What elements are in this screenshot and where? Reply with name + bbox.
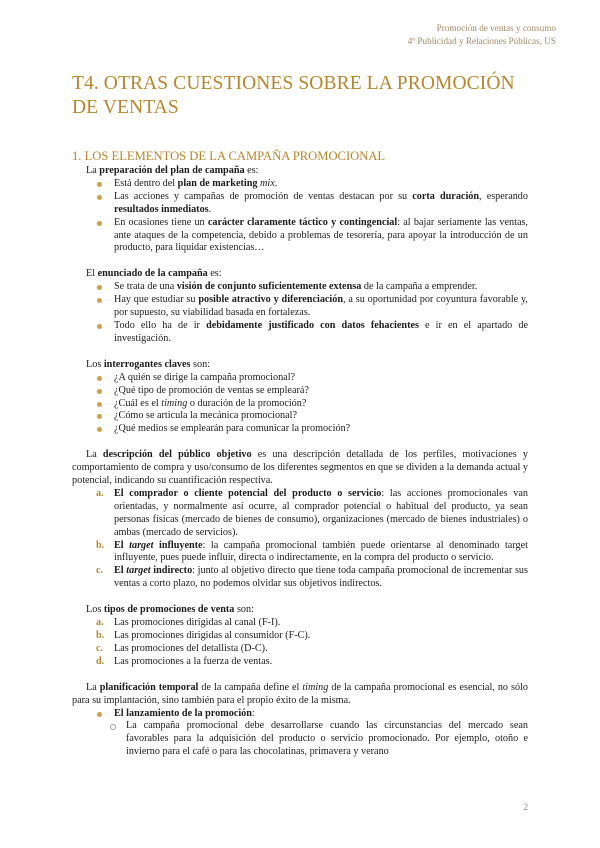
interrogantes-list — [72, 372, 528, 437]
list-item: c. Las promociones del detallista (D-C). — [96, 642, 268, 654]
bullet-icon — [97, 427, 102, 432]
list-item: b. Las promociones dirigidas al consumidor (F-C). — [96, 630, 311, 641]
bullet-icon — [97, 285, 102, 290]
planificacion-intro: La planificación temporal de la campaña define el timing de la campaña promocional es esencial, no sólo para su implantación, sino también para el propio éxito de la misma. — [72, 681, 528, 706]
enunciado-intro: El enunciado de la campaña es: — [86, 268, 222, 280]
header-degree: 4º Publicidad y Relaciones Públicas, US — [407, 36, 556, 46]
planificacion-sublist — [72, 720, 528, 759]
list-item: Está dentro del plan de marketing mix. — [72, 178, 528, 191]
list-item: c. El target indirecto: junto al objetivo directo que tiene toda campaña promocional de incrementar sus ventas a corto plazo, no podemos olvidar sus objetivos indirectos. — [96, 565, 528, 590]
header-course: Promoción de ventas y consumo — [436, 23, 556, 33]
list-item: ¿A quién se dirige la campaña promocional? — [72, 372, 528, 385]
list-item: a. Las promociones dirigidas al canal (F-I). — [96, 617, 281, 629]
list-item: d. Las promociones a la fuerza de ventas. — [96, 655, 273, 667]
list-item: ¿Qué tipo de promoción de ventas se empleará? — [72, 385, 528, 398]
list-item: Hay que estudiar su posible atractivo y diferenciación, a su oportunidad por coyuntura favorable y, por supuesto, su viabilidad basada en fortalezas. — [72, 294, 528, 320]
bullet-icon — [97, 324, 102, 329]
list-item: b. El target influyente: la campaña promocional también puede orientarse al denominado target influyente, pues puede influir, directa o indirectamente, en la compra del producto o servicio. — [96, 539, 528, 564]
page-title: T4. OTRAS CUESTIONES SOBRE LA PROMOCIÓN DE VENTAS — [72, 73, 515, 118]
list-item: La campaña promocional debe desarrollarse cuando las circunstancias del mercado sean favorables para la adquisición del producto o servicio promocionado. Por ejemplo, otoño e invierno para el café o para las chocolatinas, primavera y verano — [72, 720, 528, 759]
bullet-icon — [97, 389, 102, 394]
bullet-icon — [97, 182, 102, 187]
list-item: Las acciones y campañas de promoción de ventas destacan por su corta duración, esperando resultados inmediatos. — [72, 191, 528, 217]
bullet-icon — [97, 414, 102, 419]
list-item: ¿Qué medios se emplearán para comunicar la promoción? — [72, 423, 528, 436]
publico-intro: La descripción del público objetivo es una descripción detallada de los perfiles, motivaciones y comportamiento de compra y uso/consumo de los diferentes segmentos en que se dividen a la demanda actual y potencial, indicando su cuantificación respectiva. — [72, 449, 528, 487]
bullet-icon — [97, 298, 102, 303]
list-item: Se trata de una visión de conjunto suficientemente extensa de la campaña a emprender. — [72, 281, 528, 294]
list-item: En ocasiones tiene un carácter claramente táctico y contingencial: al bajar seriamente las ventas, ante ataques de la competencia, debido a problemas de tesorería, para apoyar la introducción de un producto, para liquidar existencias… — [72, 217, 528, 256]
bullet-icon — [97, 376, 102, 381]
list-item: ¿Cuál es el timing o duración de la promoción? — [72, 398, 528, 411]
page-number: 2 — [523, 802, 528, 812]
bullet-icon — [97, 195, 102, 200]
list-item: El lanzamiento de la promoción: — [72, 708, 528, 721]
tipos-intro: Los tipos de promociones de venta son: — [86, 604, 254, 616]
prep-list — [72, 178, 528, 255]
tipos-list — [72, 617, 528, 669]
bullet-icon — [97, 402, 102, 407]
interrogantes-intro: Los interrogantes claves son: — [86, 358, 211, 370]
bullet-icon — [97, 221, 102, 226]
circle-bullet-icon — [110, 724, 116, 730]
list-item: a. El comprador o cliente potencial del producto o servicio: las acciones promocionales van orientadas, y normalmente así ocurre, al comprador potencial o habitual del producto, ya sean personas físicas (mercado de bienes de consumo), organizaciones (mercado de bienes industriales) o ambas (mercado de servicios). — [96, 487, 528, 538]
document-body — [72, 149, 528, 759]
section-heading: 1. LOS ELEMENTOS DE LA CAMPAÑA PROMOCIONAL — [72, 149, 386, 163]
list-item: Todo ello ha de ir debidamente justificado con datos fehacientes e ir en el apartado de investigación. — [72, 320, 528, 346]
enunciado-list — [72, 281, 528, 346]
prep-intro: La preparación del plan de campaña es: — [86, 165, 259, 176]
page-header — [408, 22, 556, 48]
publico-list — [72, 488, 528, 591]
planificacion-list — [72, 708, 528, 721]
bullet-icon — [97, 712, 102, 717]
list-item: ¿Cómo se articula la mecánica promocional? — [72, 410, 528, 423]
